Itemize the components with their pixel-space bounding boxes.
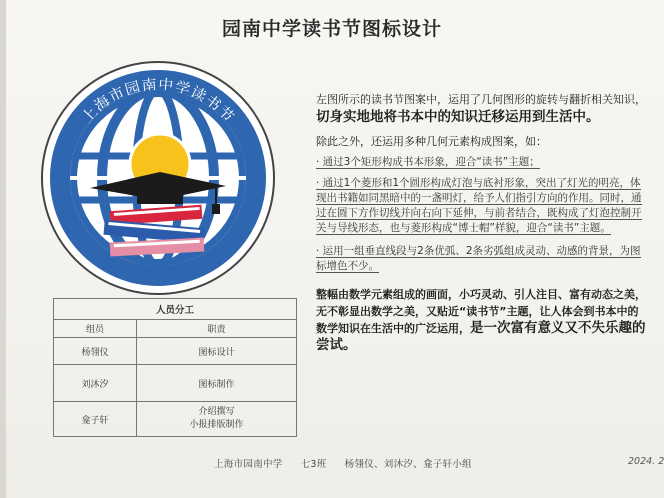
intro-text: 左图所示的读书节图案中，运用了几何图形的旋转与翻折相关知识， <box>316 93 646 106</box>
table-row <box>54 338 297 365</box>
reading-festival-logo <box>40 60 276 296</box>
footer <box>214 456 490 470</box>
logo-ring-text: 上海市园南中学读书节 <box>77 75 239 127</box>
staff-table-title: 人员分工 <box>54 299 297 320</box>
footer-date: 2024. 2 <box>628 456 664 467</box>
intro-paragraph <box>316 92 646 126</box>
member-role-secondary: 小报排版制作 <box>189 420 244 430</box>
column-header-role: 职责 <box>137 320 297 338</box>
bullet-background: · 运用一组垂直线段与2条优弧、2条劣弧组成灵动、动感的背景，为图标增色不少。 <box>316 245 641 272</box>
description-column <box>316 92 646 354</box>
bullet-bulb: · 通过1个菱形和1个圆形构成灯泡与底衬形象，突出了灯光的明亮，体现出书籍如同黑暗中的一盏明灯，给予人们指引方向的作用。同时，通过在圆下方作切线并向右向下延伸，与前者结合，既构成了灯泡控制开关与导线形态，也与菱形构成“博士帽”样貌，迎合“读书”主题。 <box>316 177 642 234</box>
member-role: 介绍撰写 <box>198 407 235 417</box>
intro-emphasis: 切身实地地将书本中的知识迁移运用到生活中。 <box>316 109 600 125</box>
table-row <box>54 365 297 402</box>
footer-class: 七3班 <box>300 459 327 470</box>
staff-table <box>53 298 297 437</box>
footer-members: 杨翎仪、刘沐汐、龛子轩小组 <box>344 459 472 470</box>
member-role: 图标制作 <box>137 365 297 402</box>
column-header-member: 组员 <box>54 320 137 338</box>
member-role: 图标设计 <box>137 338 297 365</box>
table-row <box>54 402 297 437</box>
member-name: 龛子轩 <box>54 402 137 437</box>
bullet-books: · 通过3个矩形构成书本形象，迎合“读书”主题； <box>316 156 540 168</box>
member-name: 杨翎仪 <box>54 338 137 365</box>
conclusion-text: 整幅由数学元素组成的画面，小巧灵动、引人注目、富有动态之美，无不彰显出数学之美，又贴近“读书节”主题，让人体会到书本中的数学知识在生活中的广泛运用， <box>316 288 646 335</box>
conclusion-emphasis: 是一次富有意义又不失乐趣的尝试。 <box>316 320 646 353</box>
book-stack-icon <box>103 205 204 257</box>
page-title: 园南中学读书节图标设计 <box>221 18 442 40</box>
footer-school: 上海市园南中学 <box>214 459 283 470</box>
conclusion-paragraph <box>316 286 646 354</box>
elements-intro: 除此之外，还运用多种几何元素构成图案，如： <box>316 135 547 148</box>
member-name: 刘沐汐 <box>54 365 137 402</box>
